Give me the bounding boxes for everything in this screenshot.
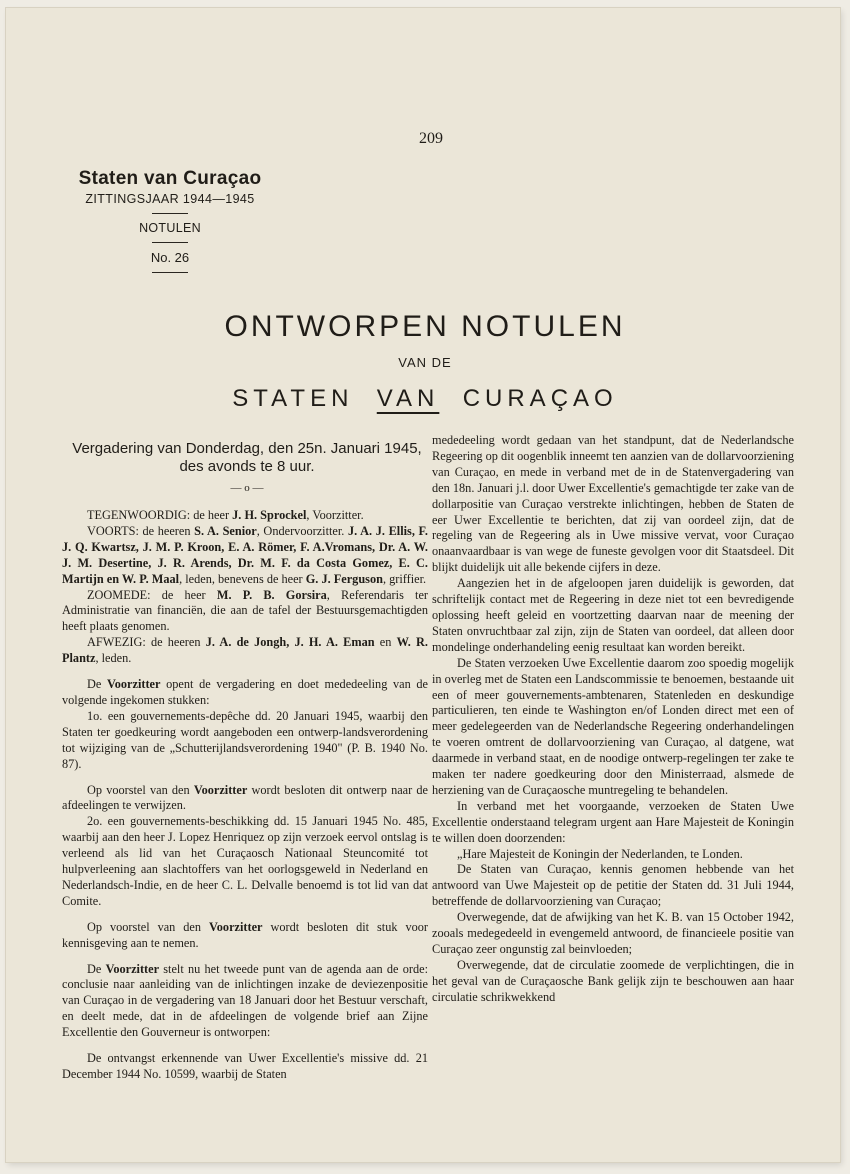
meeting-time: des avonds te 8 uur. xyxy=(179,458,315,475)
text: stelt nu het tweede punt van de agenda aan de orde: conclusie naar aanleiding van de inlichtingen inzake de deviezenpositie van Curaçao in de vergadering van 18 Januari door het Bestuur verschaft, en deelt mede, dat in de afdeelingen de volgende brief aan Zijne Excellentie den Gouverneur is ontworpen: xyxy=(62,961,428,1040)
attendance-present xyxy=(62,508,428,524)
label: ZOOMEDE: xyxy=(87,587,151,602)
name: J. A. de Jongh, J. H. A. Eman xyxy=(205,635,375,650)
name: G. J. Ferguson xyxy=(305,571,383,586)
text: De xyxy=(87,961,106,976)
paragraph: Overwegende, dat de circulatie zoomede de verplichtingen, die in het geval van de Curaçaosche Bank gelijk zijn te beschouwen aan haar circulatie schrikwekkend xyxy=(432,957,794,1004)
name: W. R. Plantz xyxy=(62,635,428,666)
subtitle-word: STATEN xyxy=(232,385,354,412)
chair: Voorzitter xyxy=(106,677,161,692)
text: De xyxy=(87,677,107,692)
paragraph xyxy=(62,783,428,815)
main-title: ONTWORPEN NOTULEN xyxy=(224,310,626,343)
name: J. A. J. Ellis, F. J. Q. Kwartsz, J. M. P. Kroon, E. A. Römer, F. A.Vromans, Dr. A. W. J. M. Desertine, J. R. Arends, Dr. M. F. da Costa Gomez, E. C. Martijn en W. P. Maal xyxy=(62,523,428,586)
label: AFWEZIG: xyxy=(87,635,146,650)
attendance-afwezig xyxy=(62,635,428,667)
chair: Voorzitter xyxy=(105,961,160,976)
paragraph xyxy=(62,677,428,709)
text: en xyxy=(374,635,397,650)
text: de heer xyxy=(150,587,217,602)
subtitle-word: VAN xyxy=(376,385,440,412)
attendance-voorts xyxy=(62,524,428,588)
meeting-date: Vergadering van Donderdag, den 25n. Januari 1945, xyxy=(72,440,422,457)
subtitle-van-de: VAN DE xyxy=(398,355,452,370)
attendance-zoomede xyxy=(62,588,428,636)
chair: Voorzitter xyxy=(193,782,248,797)
text: opent de vergadering en doet mededeeling van de volgende ingekomen stukken: xyxy=(62,677,428,707)
text: de heeren xyxy=(138,523,195,538)
right-column xyxy=(432,433,794,1006)
text: , leden, benevens de heer xyxy=(179,571,306,586)
text: , Ondervoorzitter. xyxy=(256,523,348,538)
page-number: 209 xyxy=(419,130,443,147)
left-column xyxy=(62,508,428,1083)
paragraph xyxy=(62,920,428,952)
paragraph: 1o. een gouvernements-depêche dd. 20 Januari 1945, waarbij den Staten ter goedkeuring wordt aangeboden een ontwerp-landsverordening tot wijziging van de „Schutterijlandsverordening 1940" (P. B. 1940 No. 87). xyxy=(62,708,428,771)
text: wordt besloten dit stuk voor kennisgeving aan te nemen. xyxy=(62,919,429,950)
paragraph: De ontvangst erkennende van Uwer Excellentie's missive dd. 21 December 1944 No. 10599, waarbij de Staten xyxy=(62,1051,428,1081)
label: VOORTS: xyxy=(87,523,139,538)
text: de heeren xyxy=(145,635,206,650)
label: TEGENWOORDIG: xyxy=(87,508,191,522)
section-label: NOTULEN xyxy=(139,221,201,235)
subtitle-word: CURAÇAO xyxy=(462,385,618,412)
header-rule xyxy=(152,272,188,273)
header-rule xyxy=(152,213,188,214)
text: , griffier. xyxy=(382,571,427,586)
separator: — o — xyxy=(230,482,264,494)
header-title: Staten van Curaçao xyxy=(78,168,262,189)
document-header xyxy=(64,168,276,280)
paragraph: De Staten verzoeken Uwe Excellentie daarom zoo spoedig mogelijk in overleg met de Staten een Landscommissie te benoemen, bestaande uit een of meer gouvernements-ambtenaren, Statenleden en deskundige particulieren, ten einde te Washington en/of Londen direct met een of meer gedelegeerden van de Nederlandsche Regeering onderhandelingen te voeren omtrent de dollarvoorziening van Curaçao, al datgene, wat daarmede in verband staat, en de noodige ontwerp-regelingen ter zake te maken ter nadere goedkeuring door den Ministerraad, alsmede de herziening van de Curaçaosche muntregeling te behandelen. xyxy=(432,655,794,797)
text: wordt besloten dit ontwerp naar de afdeelingen te verwijzen. xyxy=(62,782,429,813)
text: Op voorstel van den xyxy=(87,919,210,934)
text: , Voorzitter. xyxy=(306,508,364,522)
name: S. A. Senior xyxy=(194,523,257,538)
paragraph: Aangezien het in de afgeloopen jaren duidelijk is geworden, dat schriftelijk contact met de Regeering in deze niet tot een bevredigende oplossing heeft geleid en voortzetting daarvan naar de meening der Staten onvruchtbaar zal zijn, zijn de Staten van oordeel, dat alleen door mondelinge onderhandeling eenig resultaat kan worden bereikt. xyxy=(432,576,794,654)
paragraph: mededeeling wordt gedaan van het standpunt, dat de Nederlandsche Regeering op dit oogenblik inneemt ten aanzien van de dollarvoorziening van Curaçao, en mede in verband met de in de Statenvergadering van den 18n. Januari j.l. door Uwer Excellentie's gemachtigde ter zake van de dollarpositie van Curaçao verstrekte inlichtingen, hebben de Staten de eer Uwer Excellentie te berichten, dat zij van oordeel zijn, dat de regeling van de Regeering als in Uwe missive vervat, voor Curaçao onaanvaardbaar is van wege de funeste gevolgen voor dit Staatsdeel. Dit blijkt duidelijk uit alle bekende cijfers in deze. xyxy=(432,433,794,575)
paragraph: De Staten van Curaçao, kennis genomen hebbende van het antwoord van Uwe Majesteit op de petitie der Staten dd. 31 Juli 1944, betreffende de dollarvoorziening van Curaçao; xyxy=(432,862,794,909)
paragraph: Overwegende, dat de afwijking van het K. B. van 15 October 1942, zooals medegedeeld in evengemeld antwoord, de financieele positie van Curaçao zeer ongunstig zal beinvloeden; xyxy=(432,910,794,956)
text: , Referendaris ter Administratie van financiën, die aan de tafel der Bestuursgemachtigden heeft plaats genomen. xyxy=(62,587,428,634)
meeting-info xyxy=(62,440,432,476)
paragraph: In verband met het voorgaande, verzoeken de Staten Uwe Excellentie onderstaand telegram urgent aan Hare Majesteit de Koningin te willen doen doorzenden: xyxy=(432,798,794,845)
header-rule xyxy=(152,242,188,243)
paragraph: „Hare Majesteit de Koningin der Nederlanden, te Londen. xyxy=(457,846,743,861)
text: Op voorstel van den xyxy=(87,782,194,797)
session-year: ZITTINGSJAAR 1944—1945 xyxy=(85,192,255,206)
chair: Voorzitter xyxy=(209,919,263,934)
subtitle-staten-van-curacao xyxy=(0,385,850,413)
text: , leden. xyxy=(95,651,132,666)
paragraph: 2o. een gouvernements-beschikking dd. 15 Januari 1945 No. 485, waarbij aan den heer J. Lopez Henriquez op zijn verzoek eervol ontslag is verleend als lid van het Curaçaosch Nationaal Steuncomité tot hulpverleening aan slachtoffers van het oorlogsgeweld in Nederland en Nederlandsch-Indie, en de heer C. L. Delvalle benoemd is tot lid van dat Comite. xyxy=(62,814,428,908)
paragraph xyxy=(62,962,428,1042)
name: M. P. B. Gorsira xyxy=(216,587,327,602)
issue-number: No. 26 xyxy=(150,250,190,265)
name: J. H. Sprockel xyxy=(232,508,307,522)
text: de heer xyxy=(190,508,233,522)
